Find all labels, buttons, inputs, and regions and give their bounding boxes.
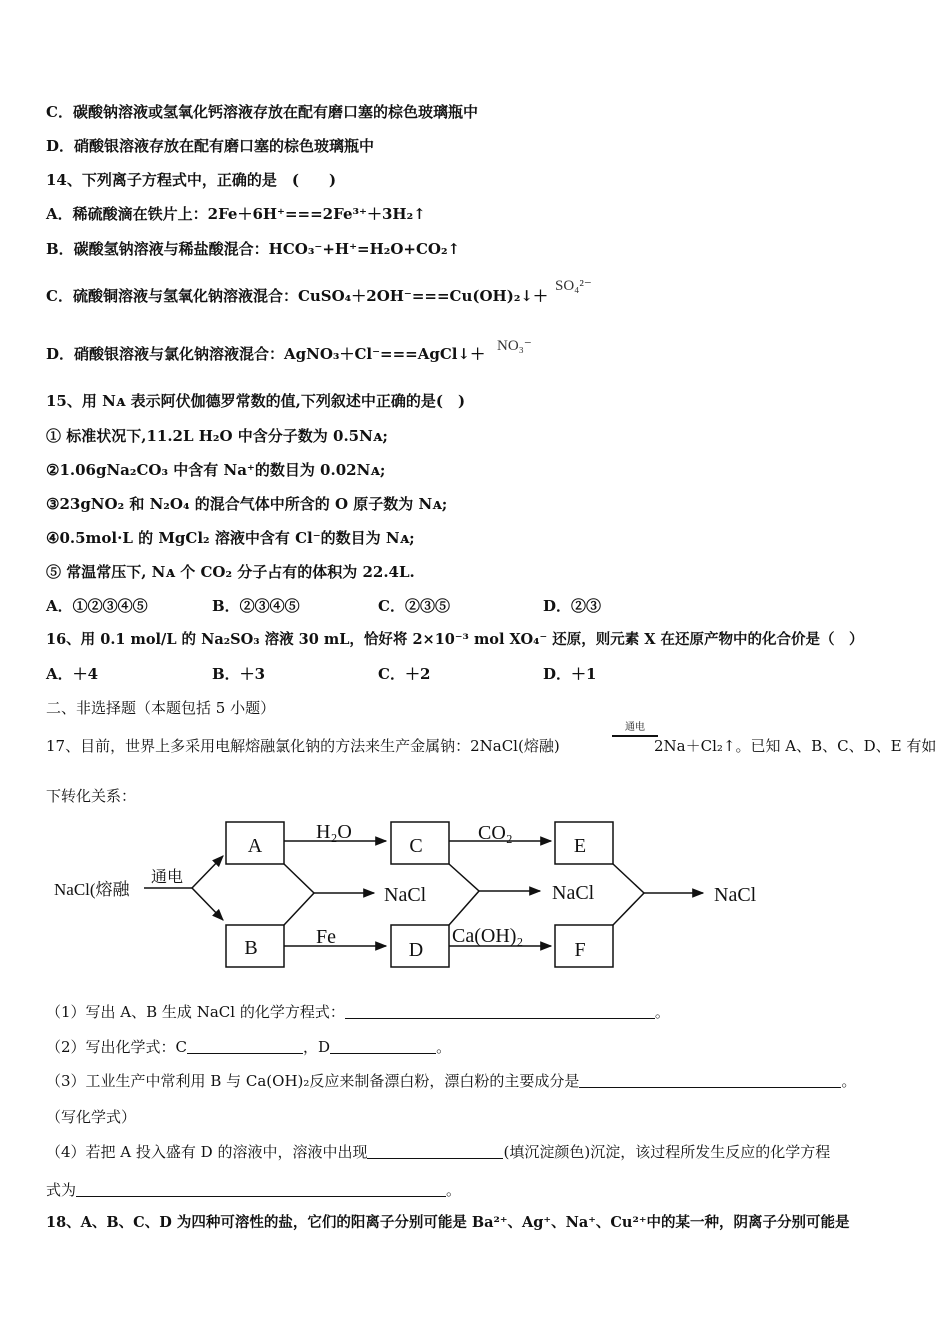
q14-option-c: C．硫酸铜溶液与氢氧化钠溶液混合：CuSO₄＋2OH⁻===Cu(OH)₂↓＋: [46, 287, 548, 305]
q16-stem: 16、用 0.1 mol/L 的 Na₂SO₃ 溶液 30 mL，恰好将 2×10⁻³ mol XO₄⁻ 还原，则元素 X 在还原产物中的化合价是（ ）: [46, 631, 864, 648]
q17-part-4-color-blank[interactable]: [367, 1144, 503, 1159]
q15-option-c: C．②③⑤: [378, 597, 450, 615]
q15-option-b: B．②③④⑤: [212, 597, 300, 615]
co2-label: CO₂: [478, 822, 513, 844]
q17-part-2-d-blank[interactable]: [330, 1039, 436, 1054]
q17-part-1-blank[interactable]: [345, 1004, 655, 1019]
q14-d-nitrate-ion: NO₃⁻: [497, 338, 532, 354]
q17-part-3-note: （写化学式）: [46, 1108, 137, 1126]
q17-transformation-diagram: [46, 808, 786, 976]
q17-part-4-end: 。: [446, 1181, 462, 1199]
arrow-to-a: [192, 856, 223, 888]
q15-statement-4: ④0.5mol·L 的 MgCl₂ 溶液中含有 Cl⁻的数目为 Nᴀ;: [46, 529, 415, 547]
q16-option-c: C．＋2: [378, 665, 431, 683]
q15-statement-5: ⑤ 常温常压下, Nᴀ 个 CO₂ 分子占有的体积为 22.4L.: [46, 563, 415, 581]
q18-stem: 18、A、B、C、D 为四种可溶性的盐，它们的阳离子分别可能是 Ba²⁺、Ag⁺、Na⁺、Cu²⁺中的某一种，阴离子分别可能是: [46, 1214, 850, 1231]
q13-option-d: D．硝酸银溶液存放在配有磨口塞的棕色玻璃瓶中: [46, 137, 375, 155]
electrolysis-label: 通电: [151, 869, 184, 886]
box-e-label: E: [573, 835, 587, 857]
q17-part-3-blank[interactable]: [579, 1073, 841, 1088]
q17-part-4-equation-blank[interactable]: [76, 1182, 446, 1197]
q17-part-3-text: （3）工业生产中常利用 B 与 Ca(OH)₂反应来制备漂白粉，漂白粉的主要成分是: [46, 1072, 580, 1090]
nacl-product-3: NaCl: [714, 884, 757, 906]
q17-part-1: [46, 1002, 670, 1022]
q16-option-d: D．＋1: [543, 665, 597, 683]
q17-condition-bar: [612, 735, 658, 737]
q17-electrolysis-condition: [612, 722, 658, 737]
q15-statement-3: ③23gNO₂ 和 N₂O₄ 的混合气体中所含的 O 原子数为 Nᴀ;: [46, 495, 448, 513]
q15-statement-2: ②1.06gNa₂CO₃ 中含有 Na⁺的数目为 0.02Nᴀ;: [46, 461, 386, 479]
q17-intro-b: 2Na＋Cl₂↑。已知 A、B、C、D、E 有如: [654, 737, 937, 755]
section-2-heading: 二、非选择题（本题包括 5 小题）: [46, 699, 276, 717]
fe-label: Fe: [316, 926, 336, 948]
ab-merge-lines: [284, 864, 314, 925]
q17-part-4-equation: [46, 1180, 461, 1200]
q15-option-d: D．②③: [543, 597, 602, 615]
box-d-label: D: [408, 939, 424, 961]
nacl-melt-label: NaCl(熔融: [54, 880, 130, 899]
q16-option-b: B．＋3: [212, 665, 266, 683]
q14-stem: 14、下列离子方程式中，正确的是 ( ): [46, 171, 337, 189]
cd-merge-lines: [449, 864, 479, 925]
q15-stem: 15、用 Nᴀ 表示阿伏伽德罗常数的值,下列叙述中正确的是( ): [46, 392, 466, 410]
caoh2-label: Ca(OH)₂: [452, 925, 524, 947]
q15-statement-1: ① 标准状况下,11.2L H₂O 中含分子数为 0.5Nᴀ;: [46, 427, 388, 445]
q15-option-a: A．①②③④⑤: [46, 597, 148, 615]
q17-part-2-c-blank[interactable]: [187, 1039, 303, 1054]
q17-part-2-mid: ，D: [303, 1038, 331, 1056]
q17-part-4-text: （4）若把 A 投入盛有 D 的溶液中，溶液中出现: [46, 1143, 368, 1161]
h2o-label: H₂O: [316, 821, 352, 843]
q17-part-4: [46, 1142, 830, 1162]
q17-part-4-text-c: 式为: [46, 1181, 77, 1199]
q17-part-2-end: 。: [436, 1038, 452, 1056]
q16-option-a: A．＋4: [46, 665, 99, 683]
q14-c-sulfate-ion: SO₄²⁻: [555, 278, 592, 294]
q17-part-1-text: （1）写出 A、B 生成 NaCl 的化学方程式：: [46, 1003, 345, 1021]
arrow-to-b: [192, 888, 223, 920]
q17-part-4-text-b: (填沉淀颜色)沉淀，该过程所发生反应的化学方程: [503, 1143, 831, 1161]
nacl-product-2: NaCl: [552, 882, 595, 904]
q17-part-1-end: 。: [654, 1003, 670, 1021]
q17-intro-c: 下转化关系：: [46, 787, 137, 805]
q17-intro-a: 17、目前，世界上多采用电解熔融氯化钠的方法来生产金属钠：2NaCl(熔融): [46, 737, 560, 755]
q14-option-d: D．硝酸银溶液与氯化钠溶液混合：AgNO₃＋Cl⁻===AgCl↓＋: [46, 345, 486, 363]
q17-part-2-text: （2）写出化学式：C: [46, 1038, 188, 1056]
box-b-label: B: [244, 937, 258, 959]
nacl-product-1: NaCl: [384, 884, 427, 906]
box-c-label: C: [409, 835, 423, 857]
box-f-label: F: [574, 939, 586, 961]
q17-condition-label: 通电: [625, 722, 645, 733]
q17-part-3-end: 。: [841, 1072, 857, 1090]
q14-option-a: A．稀硫酸滴在铁片上：2Fe＋6H⁺===2Fe³⁺＋3H₂↑: [46, 205, 426, 223]
box-a-label: A: [247, 835, 263, 857]
q17-part-3: [46, 1071, 856, 1091]
q14-option-b: B．碳酸氢钠溶液与稀盐酸混合：HCO₃⁻+H⁺=H₂O+CO₂↑: [46, 240, 461, 258]
ef-merge-lines: [613, 864, 644, 925]
q17-part-2: [46, 1037, 451, 1057]
q13-option-c: C．碳酸钠溶液或氢氧化钙溶液存放在配有磨口塞的棕色玻璃瓶中: [46, 103, 478, 121]
